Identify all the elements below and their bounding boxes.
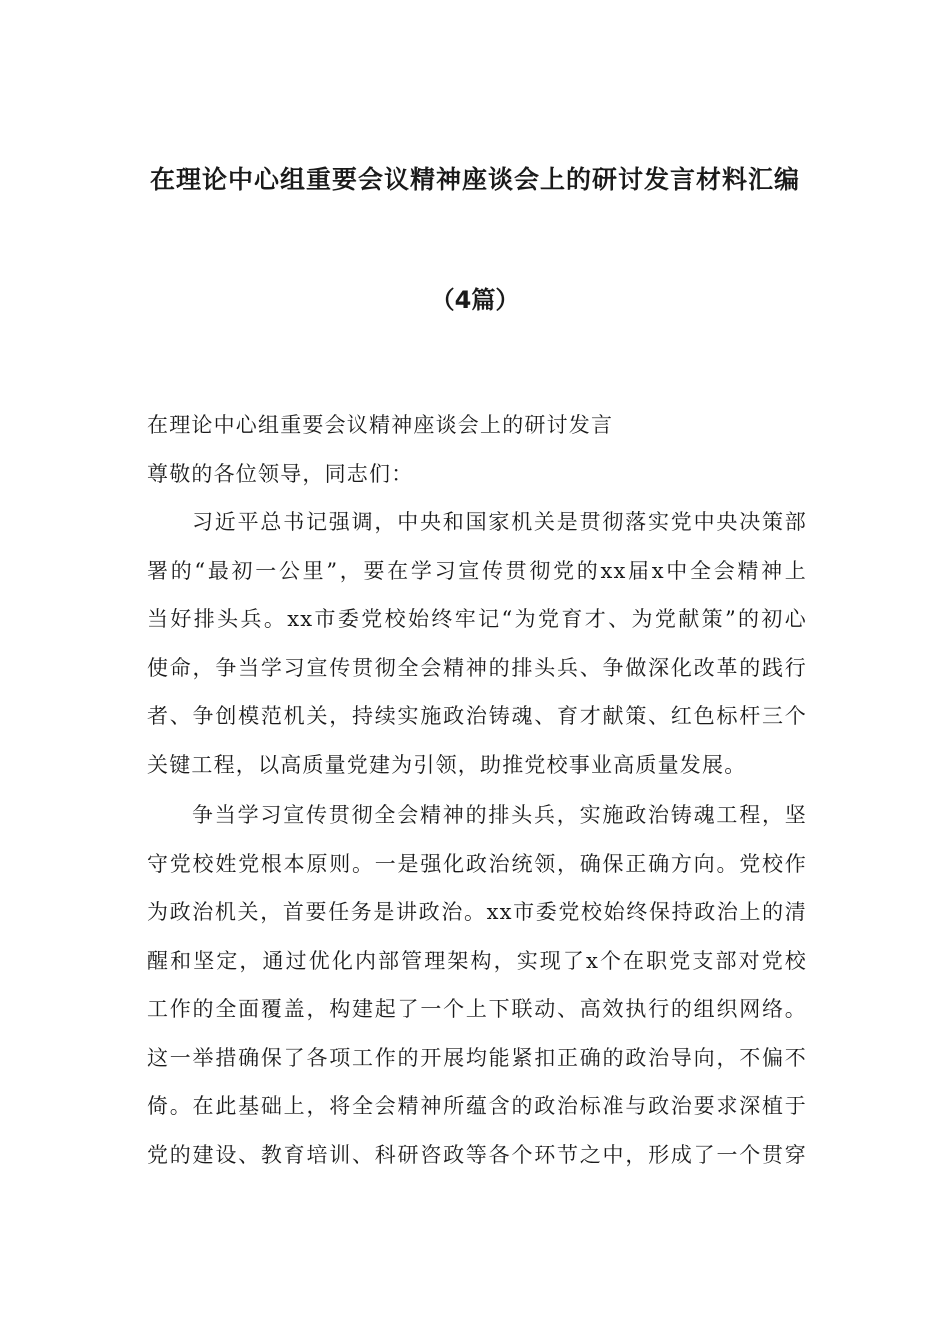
paragraph-line: 习近平总书记强调，中央和国家机关是贯彻落实党中央决策部 [192,510,807,534]
paragraph-line: 倚。在此基础上，将全会精神所蕴含的政治标准与政治要求深植于 [147,1094,807,1118]
document-subtitle: （4篇） [430,286,520,314]
paragraph-line: 守党校姓党根本原则。一是强化政治统领，确保正确方向。党校作 [147,851,807,876]
paragraph-line: 争当学习宣传贯彻全会精神的排头兵，实施政治铸魂工程，坚 [192,803,807,827]
paragraph-line: 党的建设、教育培训、科研咨政等各个环节之中，形成了一个贯穿 [147,1142,807,1167]
paragraph-line: 使命，争当学习宣传贯彻全会精神的排头兵、争做深化改革的践行 [147,655,807,680]
paragraph-line: 为政治机关，首要任务是讲政治。xx市委党校始终保持政治上的清 [147,900,807,924]
speech-heading: 在理论中心组重要会议精神座谈会上的研讨发言 [147,413,614,437]
document-title: 在理论中心组重要会议精神座谈会上的研讨发言材料汇编 [149,165,800,194]
paragraph-line: 者、争创模范机关，持续实施政治铸魂、育才献策、红色标杆三个 [147,704,807,728]
paragraph-line: 醒和坚定，通过优化内部管理架构，实现了x个在职党支部对党校 [147,948,807,973]
paragraph-1 [147,498,807,789]
paragraph-line: 工作的全面覆盖，构建起了一个上下联动、高效执行的组织网络。 [147,997,807,1021]
greeting: 尊敬的各位领导，同志们： [147,461,414,486]
paragraph-line: 署的“最初一公里”，要在学习宣传贯彻党的xx届x中全会精神上 [147,558,807,583]
paragraph-line: 这一举措确保了各项工作的开展均能紧扣正确的政治导向，不偏不 [147,1045,807,1070]
document-body [147,401,807,1179]
paragraph-line: 关键工程，以高质量党建为引领，助推党校事业高质量发展。 [147,752,747,777]
paragraph-2 [147,791,807,1179]
paragraph-line: 当好排头兵。xx市委党校始终牢记“为党育才、为党献策”的初心 [147,607,807,631]
